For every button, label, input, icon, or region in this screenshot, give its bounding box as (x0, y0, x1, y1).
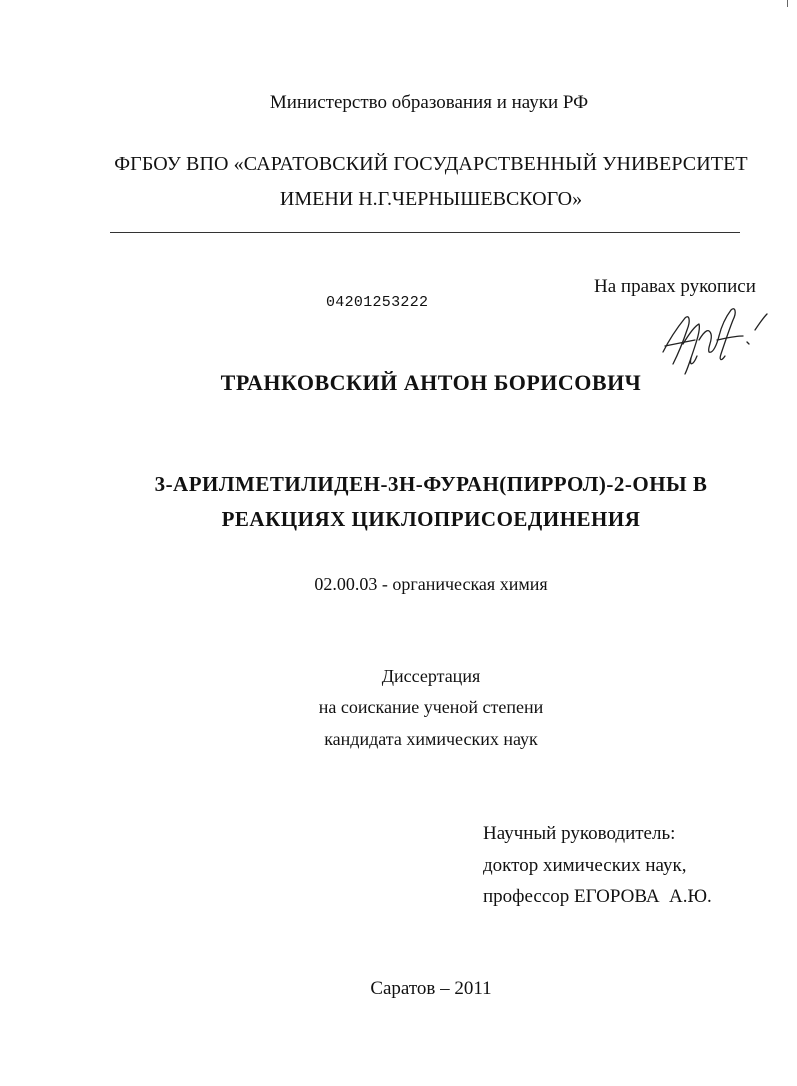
ministry-name: Министерство образования и науки РФ (269, 92, 589, 113)
specialty: 02.00.03 - органическая химия (314, 574, 548, 594)
supervisor-name: профессор ЕГОРОВА А.Ю. (483, 886, 712, 907)
thesis-title-line-1: 3-АРИЛМЕТИЛИДЕН-3Н-ФУРАН(ПИРРОЛ)-2-ОНЫ В (154, 472, 708, 496)
signature-icon (655, 300, 775, 380)
header-divider (110, 232, 740, 233)
rights-note: На правах рукописи (594, 276, 756, 297)
author-name: ТРАНКОВСКИЙ АНТОН БОРИСОВИЧ (220, 370, 642, 395)
university-name-line-2: ИМЕНИ Н.Г.ЧЕРНЫШЕВСКОГО» (279, 188, 583, 210)
supervisor-title: доктор химических наук, (483, 855, 687, 876)
university-name-line-1: ФГБОУ ВПО «САРАТОВСКИЙ ГОСУДАРСТВЕННЫЙ УНИВЕРСИТЕТ (114, 153, 748, 175)
thesis-title-line-2: РЕАКЦИЯХ ЦИКЛОПРИСОЕДИНЕНИЯ (221, 507, 641, 531)
degree-line-1: Диссертация (381, 666, 481, 686)
scan-edge-mark (787, 0, 788, 7)
supervisor-label: Научный руководитель: (483, 823, 676, 844)
registration-code: 04201253222 (326, 294, 429, 311)
degree-line-3: кандидата химических наук (324, 729, 538, 749)
degree-line-2: на соискание ученой степени (318, 697, 544, 717)
city-year: Саратов – 2011 (370, 978, 492, 999)
